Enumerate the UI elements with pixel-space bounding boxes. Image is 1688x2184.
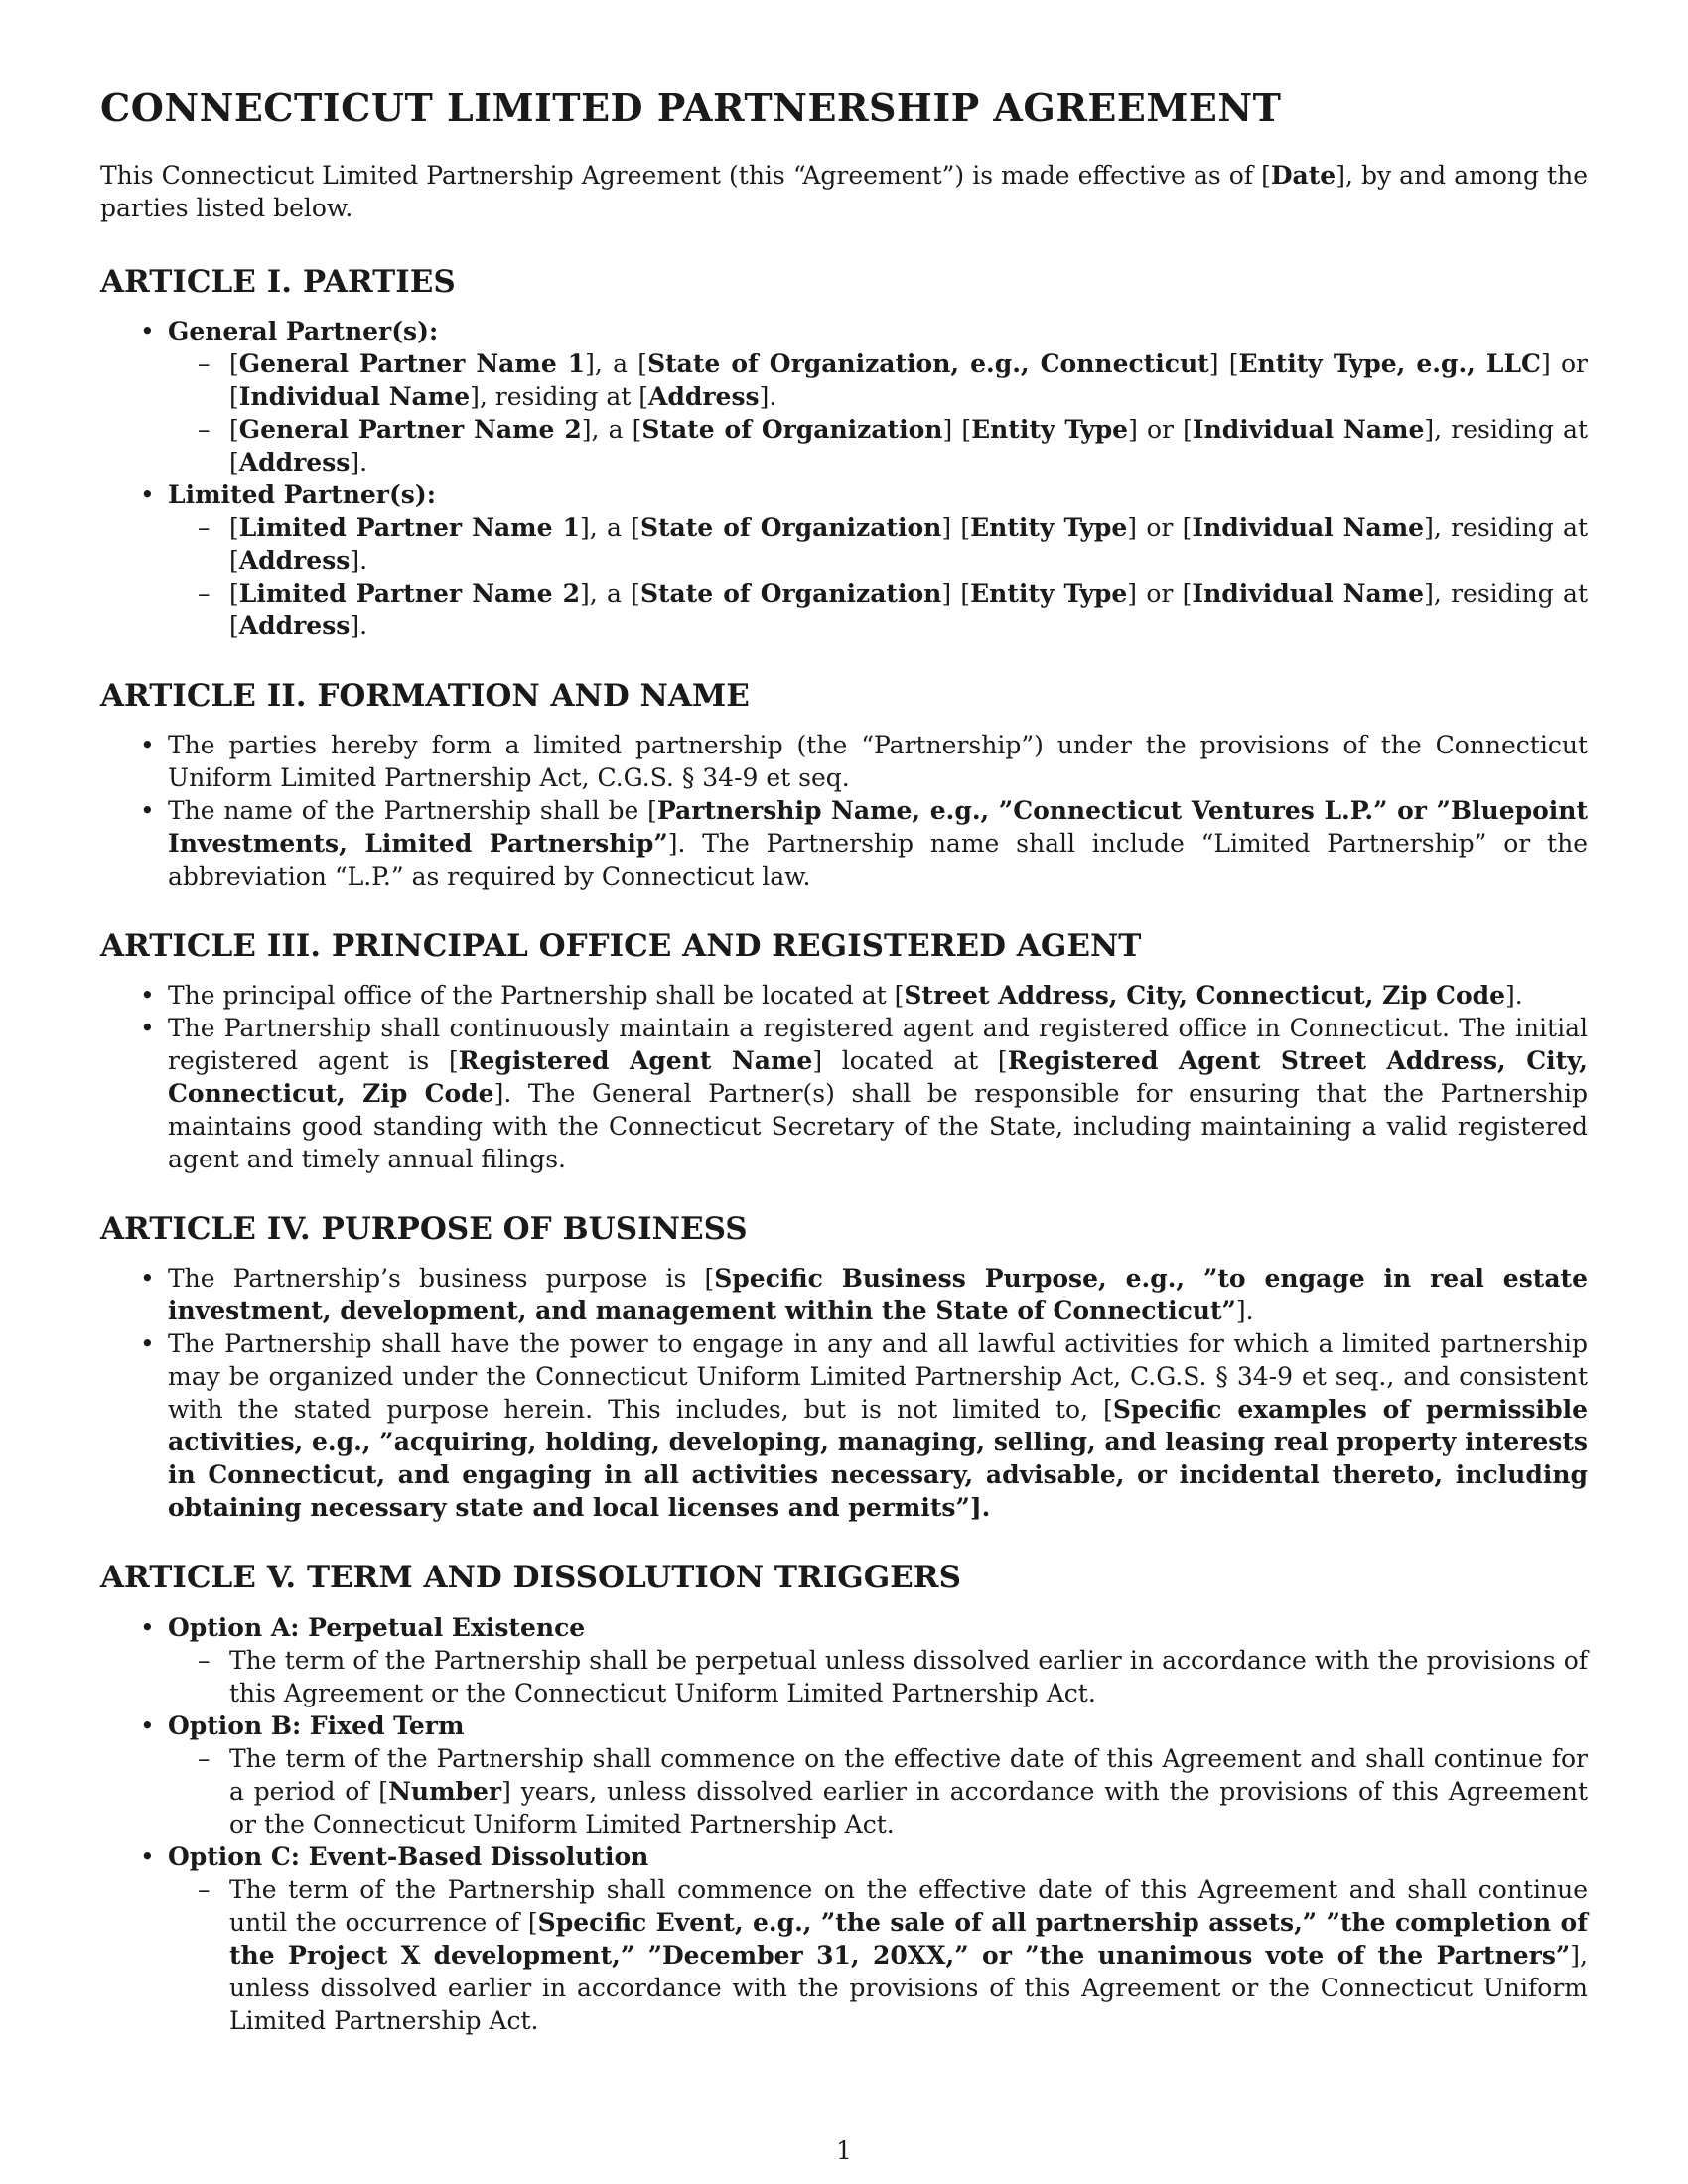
- text: ] or [: [1127, 512, 1193, 542]
- text: [: [229, 348, 239, 378]
- article-4-list: [100, 1262, 1588, 1524]
- option-c-sublist: [168, 1873, 1588, 2037]
- placeholder: Individual Name: [238, 381, 471, 411]
- text: ], unless dissolved earlier in accordance with the provisions of this Agreement or the Connecticut Uniform Limited Partnership Act.: [229, 1940, 1588, 2035]
- placeholder: Address: [238, 611, 351, 640]
- placeholder: General Partner Name 1: [238, 348, 586, 378]
- option-b-label: Option B: Fixed Term: [168, 1710, 465, 1740]
- article-4-heading: ARTICLE IV. PURPOSE OF BUSINESS: [100, 1211, 748, 1248]
- general-partners-label: General Partner(s):: [168, 316, 439, 345]
- limited-partners-item: [168, 478, 1588, 642]
- limited-partners-sublist: [168, 511, 1588, 642]
- placeholder: Entity Type, e.g., LLC: [1238, 348, 1541, 378]
- text: ], residing at [: [470, 381, 649, 411]
- placeholder: State of Organization, e.g., Connecticut: [647, 348, 1209, 378]
- placeholder: General Partner Name 2: [238, 414, 582, 444]
- placeholder: Partnership Name, e.g., ”Connecticut Ventures L.P.” or ”Bluepoint Investments, Limited Partnership”: [168, 795, 1588, 858]
- placeholder: Specific Business Purpose, e.g., ”to engage in real estate investment, development, and management within the State of Connecticut”: [168, 1264, 1588, 1326]
- placeholder: State of Organization: [639, 512, 942, 542]
- limited-partner-2: [229, 577, 1588, 642]
- document-page: [100, 85, 1588, 2073]
- text: ] [: [941, 578, 971, 608]
- business-purpose-item: [168, 1262, 1588, 1327]
- general-partner-2: [229, 413, 1588, 478]
- text: ], a [: [579, 578, 640, 608]
- text: ] or [: [1128, 414, 1193, 444]
- text: ] [: [942, 414, 972, 444]
- text: ].: [1505, 981, 1523, 1011]
- option-a-sublist: [168, 1644, 1588, 1709]
- text: ], a [: [585, 348, 648, 378]
- article-1-list: [100, 315, 1588, 642]
- text: ]. The Partnership name shall include “Limited Partnership” or the abbreviation “L.P.” as required by Connecticut law.: [168, 828, 1588, 890]
- article-2-list: [100, 729, 1588, 892]
- text: ] located at [: [812, 1046, 1008, 1076]
- option-a-item: [168, 1611, 1588, 1709]
- intro-text: ], by and among the parties listed below.: [100, 160, 1588, 222]
- text: ] [: [1208, 348, 1239, 378]
- general-partners-item: [168, 315, 1588, 478]
- option-a-label: Option A: Perpetual Existence: [168, 1612, 586, 1642]
- placeholder: Entity Type: [970, 578, 1128, 608]
- article-5-list: [100, 1611, 1588, 2037]
- registered-agent-item: [168, 1012, 1588, 1175]
- placeholder: Address: [238, 545, 351, 575]
- option-a-text: – The term of the Partnership shall be perpetual unless dissolved earlier in accordance with the provisions of this Agreement or the Connecticut Uniform Limited Partnership Act.: [229, 1644, 1588, 1709]
- general-partners-sublist: [168, 347, 1588, 478]
- placeholder: Entity Type: [970, 512, 1128, 542]
- text: ] or [: [229, 348, 1588, 411]
- placeholder: State of Organization: [639, 578, 942, 608]
- page-number: 1: [836, 2136, 852, 2165]
- placeholder: Entity Type: [971, 414, 1129, 444]
- limited-partners-label: Limited Partner(s):: [168, 479, 436, 509]
- text: ]. The General Partner(s) shall be responsible for ensuring that the Partnership maintains good standing with the Connecticut Secretary of the State, including maintaining a valid registered agent and timely annual filings.: [168, 1079, 1588, 1174]
- placeholder: State of Organization: [641, 414, 943, 444]
- powers-item: [168, 1327, 1588, 1524]
- formation-item: • The parties hereby form a limited partnership (the “Partnership”) under the provisions of the Connecticut Uniform Limited Partnership Act, C.G.S. § 34-9 et seq.: [168, 729, 1588, 794]
- text: ].: [350, 447, 368, 477]
- article-3-list: [100, 979, 1588, 1175]
- article-2-heading: ARTICLE II. FORMATION AND NAME: [100, 677, 750, 714]
- text: The principal office of the Partnership shall be located at [: [168, 981, 905, 1011]
- text: ].: [350, 611, 368, 640]
- text: ], residing at [: [229, 512, 1588, 575]
- placeholder: Address: [648, 381, 760, 411]
- text: ], residing at [: [229, 578, 1588, 640]
- text: The Partnership shall continuously maintain a registered agent and registered office in Connecticut. The initial registered agent is [: [168, 1014, 1588, 1076]
- text: ].: [759, 381, 777, 411]
- text: ] or [: [1127, 578, 1193, 608]
- text: The Partnership shall have the power to engage in any and all lawful activities for which a limited partnership may be organized under the Connecticut Uniform Limited Partnership Act, C.G.S. § 34-9 et seq., and consistent with the stated purpose herein. This includes, but is not limited to, [: [168, 1329, 1588, 1425]
- placeholder: Number: [388, 1776, 502, 1806]
- placeholder: Registered Agent Street Address, City, Connecticut, Zip Code: [168, 1046, 1588, 1109]
- option-b-text: [229, 1742, 1588, 1841]
- text: The term of the Partnership shall commence on the effective date of this Agreement and shall continue for a period of [: [229, 1743, 1588, 1806]
- placeholder: Address: [238, 447, 351, 477]
- text: ], a [: [579, 512, 640, 542]
- placeholder: Limited Partner Name 2: [238, 578, 580, 608]
- article-5-heading: ARTICLE V. TERM AND DISSOLUTION TRIGGERS: [100, 1560, 961, 1596]
- article-3-heading: ARTICLE III. PRINCIPAL OFFICE AND REGISTERED AGENT: [100, 927, 1142, 964]
- placeholder: Limited Partner Name 1: [238, 512, 580, 542]
- text: The name of the Partnership shall be [: [168, 795, 657, 825]
- text: ].: [350, 545, 368, 575]
- text: ] [: [941, 512, 971, 542]
- placeholder: Individual Name: [1192, 512, 1425, 542]
- option-c-text: [229, 1873, 1588, 2037]
- article-1-heading: ARTICLE I. PARTIES: [100, 263, 456, 300]
- option-c-label: Option C: Event-Based Dissolution: [168, 1842, 649, 1871]
- document-title: CONNECTICUT LIMITED PARTNERSHIP AGREEMENT: [100, 85, 1282, 130]
- text: ], a [: [581, 414, 642, 444]
- option-b-item: [168, 1709, 1588, 1841]
- general-partner-1: [229, 347, 1588, 413]
- intro-text: This Connecticut Limited Partnership Agreement (this “Agreement”) is made effective as of [: [100, 160, 1271, 190]
- limited-partner-1: [229, 511, 1588, 577]
- placeholder: Individual Name: [1192, 414, 1425, 444]
- placeholder: Street Address, City, Connecticut, Zip Code: [904, 981, 1506, 1011]
- placeholder: Specific examples of permissible activities, e.g., ”acquiring, holding, developing, managing, selling, and leasing real property interests in Connecticut, and engaging in all activities necessary, advisable, or incidental thereto, including obtaining necessary state and local licenses and permits”].: [168, 1395, 1588, 1523]
- text: [: [229, 414, 239, 444]
- text: ].: [1235, 1297, 1254, 1326]
- placeholder: Individual Name: [1192, 578, 1425, 608]
- intro-paragraph: [100, 159, 1588, 224]
- placeholder: Registered Agent Name: [458, 1046, 813, 1076]
- option-c-item: [168, 1841, 1588, 2037]
- option-b-sublist: [168, 1742, 1588, 1841]
- text: [: [229, 578, 239, 608]
- text: [: [229, 512, 239, 542]
- text: ], residing at [: [229, 414, 1588, 477]
- text: The term of the Partnership shall commence on the effective date of this Agreement and shall continue until the occurrence of [: [229, 1874, 1588, 1937]
- text: ] years, unless dissolved earlier in accordance with the provisions of this Agreement or the Connecticut Uniform Limited Partnership Act.: [229, 1776, 1588, 1839]
- partnership-name-item: [168, 794, 1588, 892]
- date-placeholder: Date: [1270, 160, 1336, 190]
- text: The Partnership’s business purpose is [: [168, 1264, 715, 1294]
- principal-office-item: [168, 979, 1588, 1012]
- placeholder: Specific Event, e.g., ”the sale of all partnership assets,” ”the completion of the Project X development,” ”December 31, 20XX,” or ”the unanimous vote of the Partners”: [229, 1907, 1588, 1970]
